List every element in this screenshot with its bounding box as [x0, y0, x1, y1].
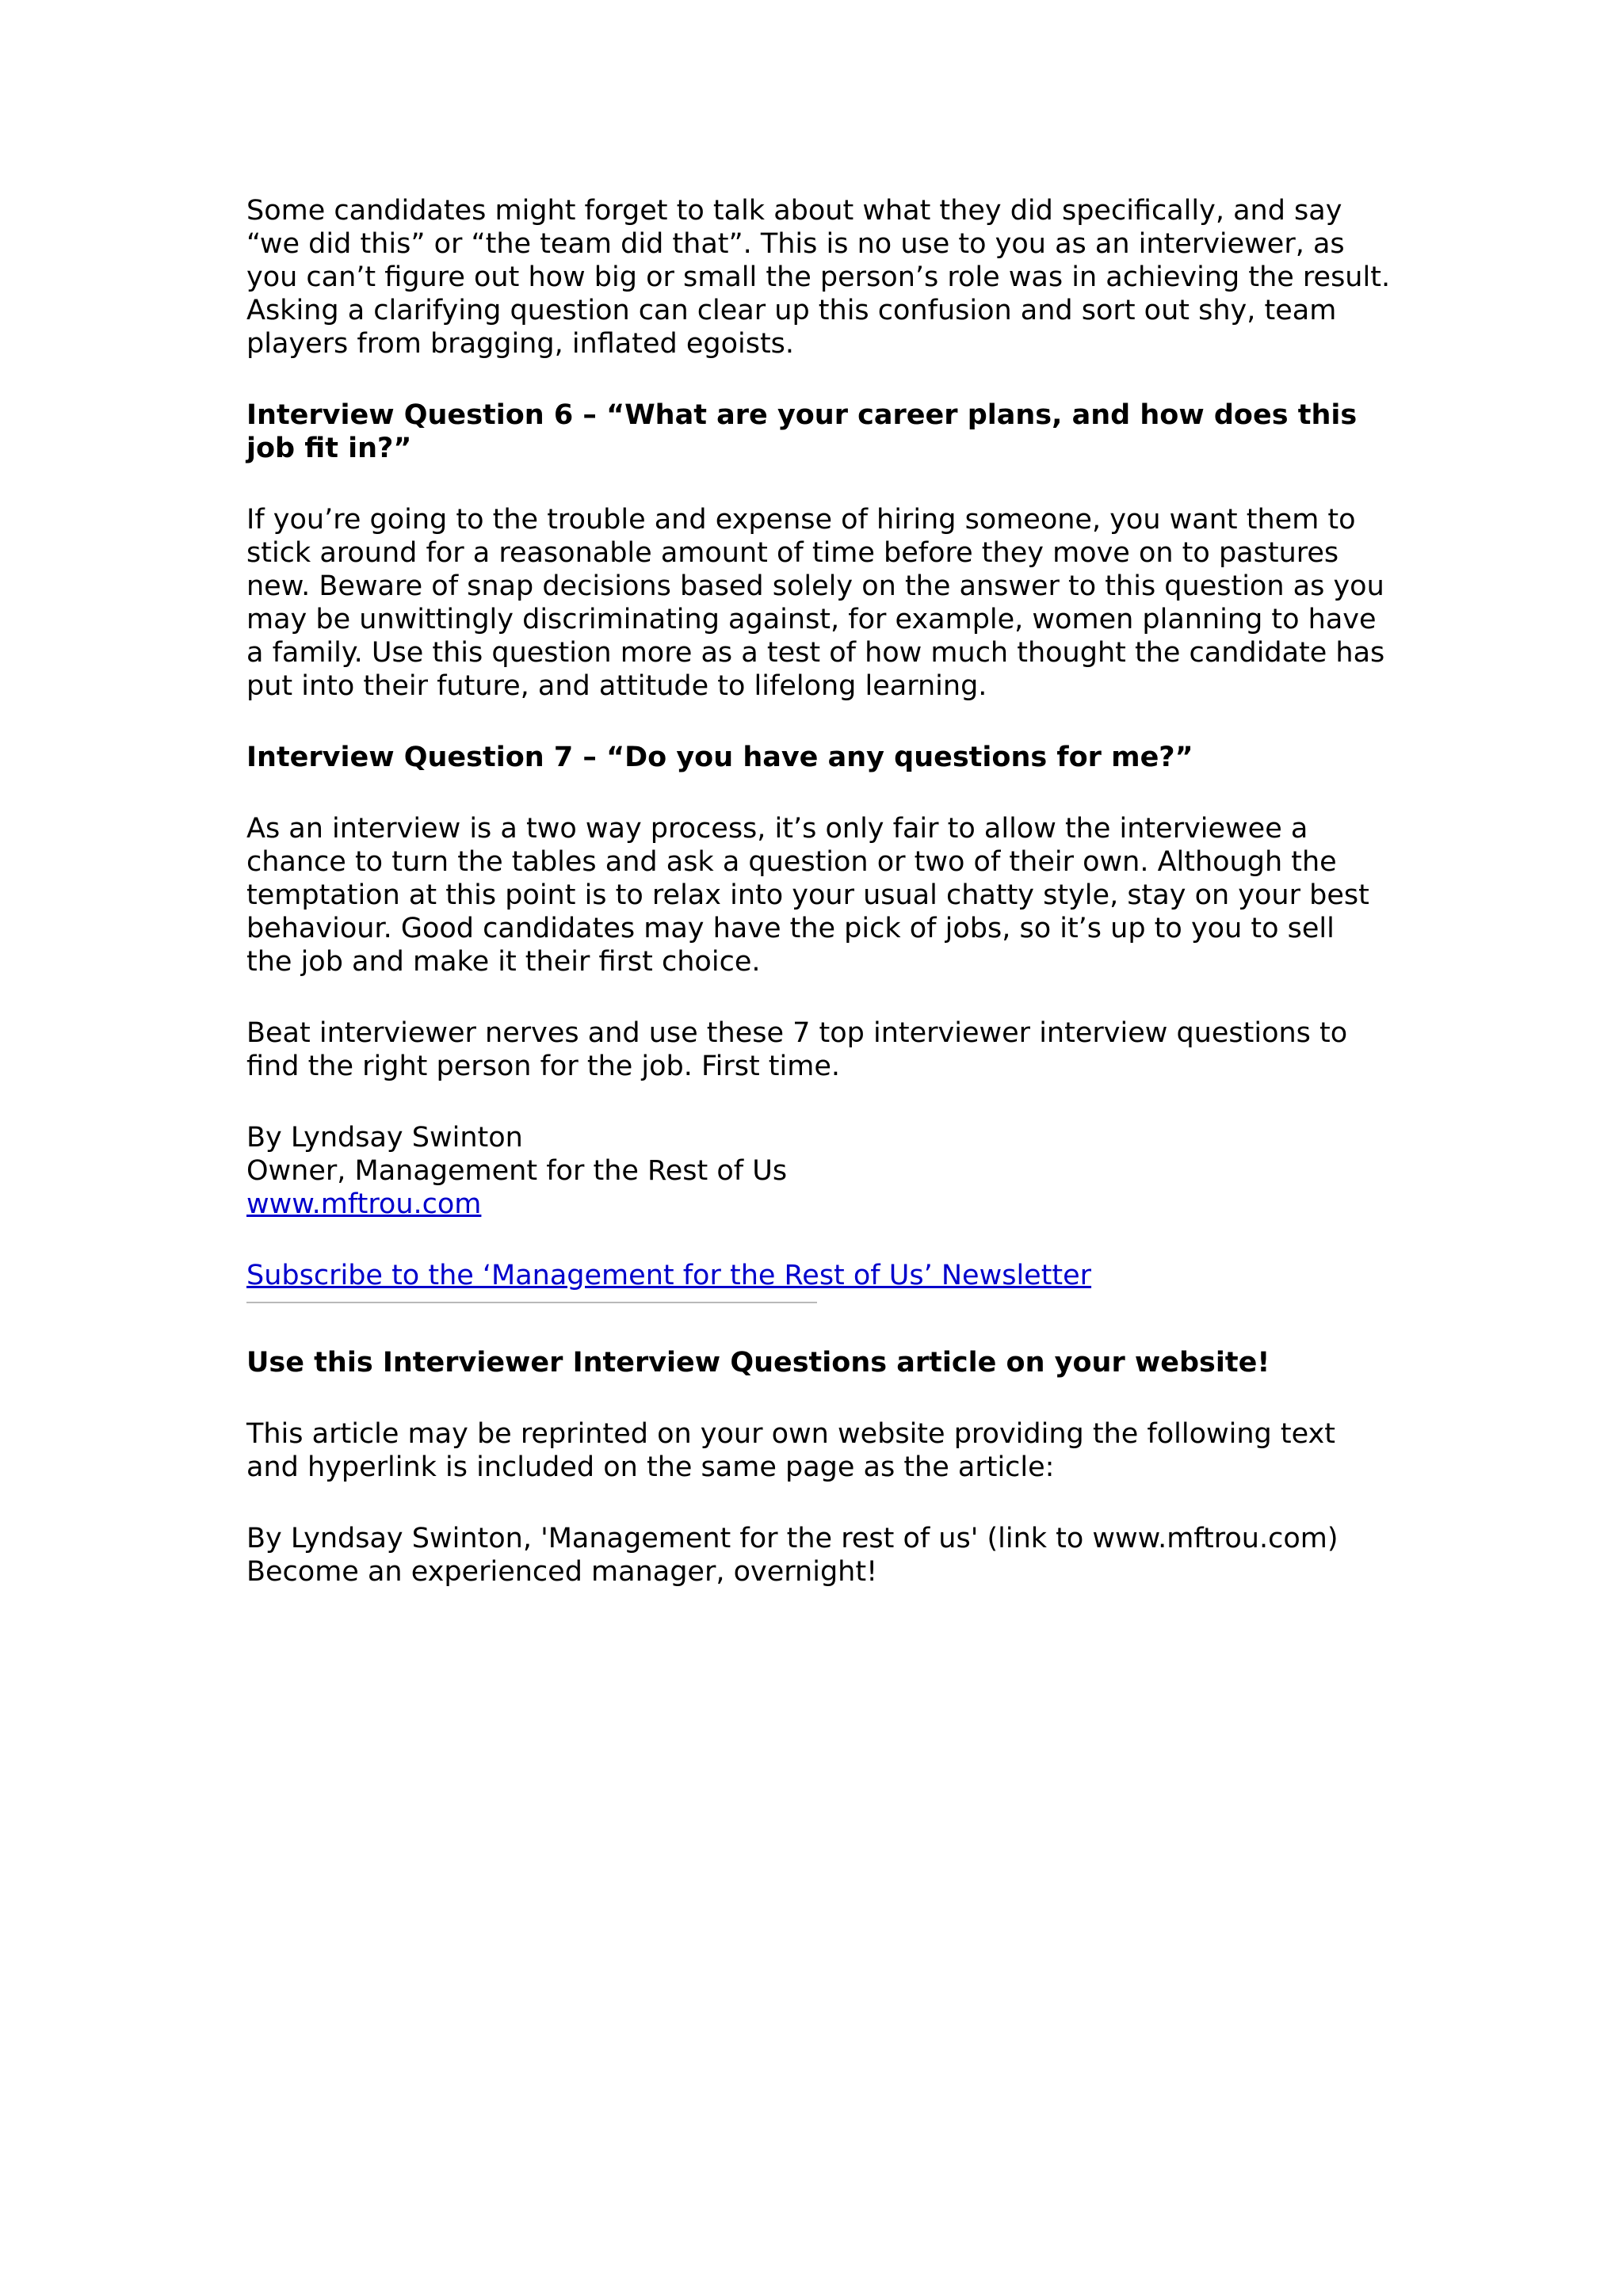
question-7-body	[246, 812, 1396, 978]
reprint-heading	[246, 1346, 1396, 1379]
author-signature	[246, 1121, 1396, 1221]
text-line: Some candidates might forget to talk about what they did specifically, and say	[246, 195, 1342, 227]
author-byline: By Lyndsay Swinton	[246, 1122, 523, 1154]
text-line: put into their future, and attitude to lifelong learning.	[246, 670, 987, 702]
text-line: find the right person for the job. First time.	[246, 1051, 840, 1082]
heading-line: Interview Question 6 – “What are your career plans, and how does this	[246, 399, 1358, 431]
text-line: Asking a clarifying question can clear up this confusion and sort out shy, team	[246, 295, 1337, 326]
intro-paragraph	[246, 194, 1396, 360]
text-line: chance to turn the tables and ask a question or two of their own. Although the	[246, 846, 1337, 878]
text-line: new. Beware of snap decisions based solely on the answer to this question as you	[246, 570, 1384, 602]
author-role: Owner, Management for the Rest of Us	[246, 1155, 788, 1187]
subscribe-paragraph	[246, 1259, 1396, 1292]
text-line: a family. Use this question more as a test of how much thought the candidate has	[246, 637, 1385, 669]
heading-line: Interview Question 7 – “Do you have any questions for me?”	[246, 742, 1193, 773]
text-line: Beat interviewer nerves and use these 7 top interviewer interview questions to	[246, 1017, 1348, 1049]
text-line: Become an experienced manager, overnight!	[246, 1556, 878, 1588]
article-body	[246, 194, 1396, 1627]
text-line: and hyperlink is included on the same page as the article:	[246, 1451, 1055, 1483]
text-line: the job and make it their first choice.	[246, 946, 761, 978]
text-line: “we did this” or “the team did that”. This is no use to you as an interviewer, as	[246, 228, 1345, 260]
reprint-body	[246, 1417, 1396, 1484]
heading-line: job fit in?”	[246, 433, 412, 464]
text-line: This article may be reprinted on your own website providing the following text	[246, 1418, 1335, 1450]
text-line: If you’re going to the trouble and expense of hiring someone, you want them to	[246, 504, 1356, 536]
website-link[interactable]: www.mftrou.com	[246, 1188, 482, 1220]
closing-paragraph	[246, 1016, 1396, 1083]
text-line: you can’t figure out how big or small the person’s role was in achieving the result.	[246, 261, 1391, 293]
question-6-body	[246, 503, 1396, 703]
text-line: behaviour. Good candidates may have the pick of jobs, so it’s up to you to sell	[246, 913, 1335, 944]
heading-line: Use this Interviewer Interview Questions article on your website!	[246, 1347, 1270, 1379]
horizontal-divider	[246, 1302, 817, 1303]
reprint-credit	[246, 1522, 1396, 1589]
text-line: By Lyndsay Swinton, 'Management for the rest of us' (link to www.mftrou.com)	[246, 1523, 1338, 1554]
text-line: temptation at this point is to relax into your usual chatty style, stay on your best	[246, 879, 1369, 911]
question-7-heading	[246, 741, 1396, 774]
text-line: may be unwittingly discriminating against, for example, women planning to have	[246, 604, 1377, 635]
subscribe-newsletter-link[interactable]: Subscribe to the ‘Management for the Rest of Us’ Newsletter	[246, 1260, 1092, 1291]
text-line: stick around for a reasonable amount of time before they move on to pastures	[246, 537, 1339, 569]
text-line: As an interview is a two way process, it’s only fair to allow the interviewee a	[246, 813, 1308, 845]
question-6-heading	[246, 399, 1396, 465]
text-line: players from bragging, inflated egoists.	[246, 328, 795, 360]
